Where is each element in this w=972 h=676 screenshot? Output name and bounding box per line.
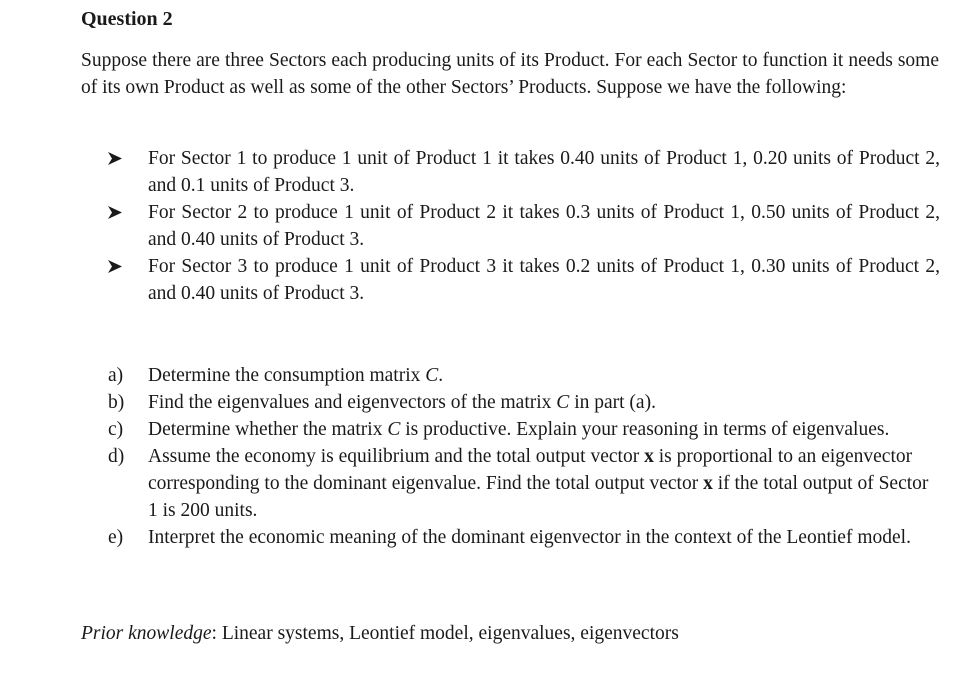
bullet-item-sector-2: [108, 199, 940, 253]
sector-requirements-list: [108, 145, 940, 307]
part-text: Determine the consumption matrix: [148, 365, 426, 386]
part-label: c): [108, 419, 124, 440]
bullet-text: For Sector 2 to produce 1 unit of Product 2 it takes 0.3 units of Product 1, 0.50 units of Product 2, and 0.40 units of Product 3.: [148, 202, 940, 250]
vector-symbol: x: [703, 473, 713, 494]
matrix-symbol: C: [425, 365, 439, 386]
bullet-item-sector-1: [108, 145, 940, 199]
part-d: [108, 443, 933, 524]
bullet-text: For Sector 1 to produce 1 unit of Product 1 it takes 0.40 units of Product 1, 0.20 units of Product 2, and 0.1 units of Product 3.: [148, 148, 940, 196]
part-text: if the total output of Sector 1 is 200 units.: [148, 473, 929, 521]
part-a: [108, 362, 933, 389]
part-label: b): [108, 392, 125, 413]
part-text: Determine whether the matrix: [148, 419, 388, 440]
prior-knowledge-line: [81, 620, 941, 647]
vector-symbol: x: [644, 446, 654, 467]
part-label: a): [108, 365, 124, 386]
part-text: Interpret the economic meaning of the dominant eigenvector in the context of the Leontief model.: [148, 527, 911, 548]
bullet-item-sector-3: [108, 253, 940, 307]
part-text: .: [438, 365, 444, 386]
part-text: is productive. Explain your reasoning in terms of eigenvalues.: [400, 419, 890, 440]
question-intro: Suppose there are three Sectors each producing units of its Product. For each Sector to function it needs some of its own Product as well as some of the other Sectors’ Products. Suppose we have the following:: [81, 50, 939, 98]
arrowhead-bullet-icon: [108, 145, 128, 172]
arrowhead-bullet-icon: [108, 253, 128, 280]
part-text: Find the eigenvalues and eigenvectors of the matrix: [148, 392, 557, 413]
part-text: in part (a).: [569, 392, 656, 413]
part-c: [108, 416, 933, 443]
part-text: Assume the economy is equilibrium and the total output vector: [148, 446, 645, 467]
part-label: d): [108, 446, 125, 467]
matrix-symbol: C: [556, 392, 570, 413]
part-text: is proportional to an eigenvector corresponding to the dominant eigenvalue. Find the total output vector: [148, 446, 913, 494]
matrix-symbol: C: [387, 419, 401, 440]
bullet-text: For Sector 3 to produce 1 unit of Product 3 it takes 0.2 units of Product 1, 0.30 units of Product 2, and 0.40 units of Product 3.: [148, 256, 940, 304]
arrowhead-bullet-icon: [108, 199, 128, 226]
part-b: [108, 389, 933, 416]
prior-knowledge-label: Prior knowledge: [81, 623, 212, 644]
part-label: e): [108, 527, 124, 548]
question-parts-list: [108, 362, 933, 551]
prior-knowledge-text: : Linear systems, Leontief model, eigenvalues, eigenvectors: [211, 623, 679, 644]
question-heading: Question 2: [81, 8, 173, 30]
part-e: [108, 524, 933, 551]
